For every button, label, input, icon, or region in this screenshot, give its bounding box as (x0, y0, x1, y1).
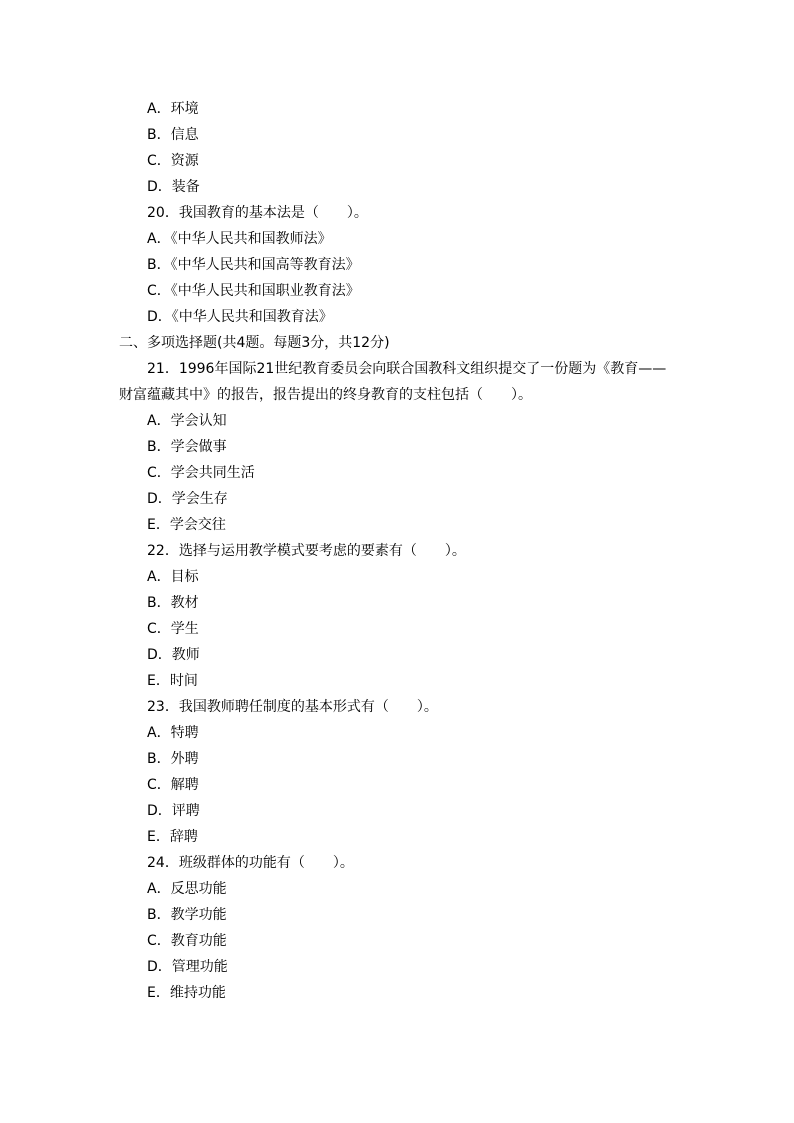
q21-option-e: E．学会交往 (147, 517, 226, 533)
q20-option-c: C．《中华人民共和国职业教育法》 (147, 283, 360, 299)
q20-option-d: D．《中华人民共和国教育法》 (147, 309, 333, 325)
q23-option-a: A．特聘 (147, 725, 199, 741)
q19-option-a: A．环境 (147, 101, 199, 117)
q20-question: 20．我国教育的基本法是（ ）。 (147, 205, 368, 221)
q23-option-e: E．辞聘 (147, 829, 198, 845)
q20-option-a: A．《中华人民共和国教师法》 (147, 231, 332, 247)
q21-question-line2: 财富蕴藏其中》的报告，报告提出的终身教育的支柱包括（ ）。 (119, 387, 532, 403)
q23-question: 23．我国教师聘任制度的基本形式有（ ）。 (147, 699, 438, 715)
q23-option-d: D．评聘 (147, 803, 200, 819)
q24-option-c: C．教育功能 (147, 933, 227, 949)
q24-option-a: A．反思功能 (147, 881, 227, 897)
q24-question: 24．班级群体的功能有（ ）。 (147, 855, 354, 871)
q21-option-a: A．学会认知 (147, 413, 227, 429)
q21-option-c: C．学会共同生活 (147, 465, 255, 481)
q21-option-b: B．学会做事 (147, 439, 227, 455)
q22-option-e: E．时间 (147, 673, 198, 689)
q20-option-b: B．《中华人民共和国高等教育法》 (147, 257, 360, 273)
q19-option-b: B．信息 (147, 127, 199, 143)
q23-option-c: C．解聘 (147, 777, 199, 793)
q22-question: 22．选择与运用教学模式要考虑的要素有（ ）。 (147, 543, 466, 559)
q22-option-a: A．目标 (147, 569, 199, 585)
q22-option-d: D．教师 (147, 647, 200, 663)
q21-option-d: D．学会生存 (147, 491, 228, 507)
q22-option-b: B．教材 (147, 595, 199, 611)
section2-heading: 二、多项选择题(共4题。每题3分，共12分) (119, 335, 390, 351)
q23-option-b: B．外聘 (147, 751, 199, 767)
q19-option-c: C．资源 (147, 153, 199, 169)
q22-option-c: C．学生 (147, 621, 199, 637)
q19-option-d: D．装备 (147, 179, 200, 195)
q24-option-e: E．维持功能 (147, 985, 226, 1001)
q21-question-line1: 21．1996年国际21世纪教育委员会向联合国教科文组织提交了一份题为《教育—— (147, 361, 667, 377)
q24-option-d: D．管理功能 (147, 959, 228, 975)
q24-option-b: B．教学功能 (147, 907, 227, 923)
